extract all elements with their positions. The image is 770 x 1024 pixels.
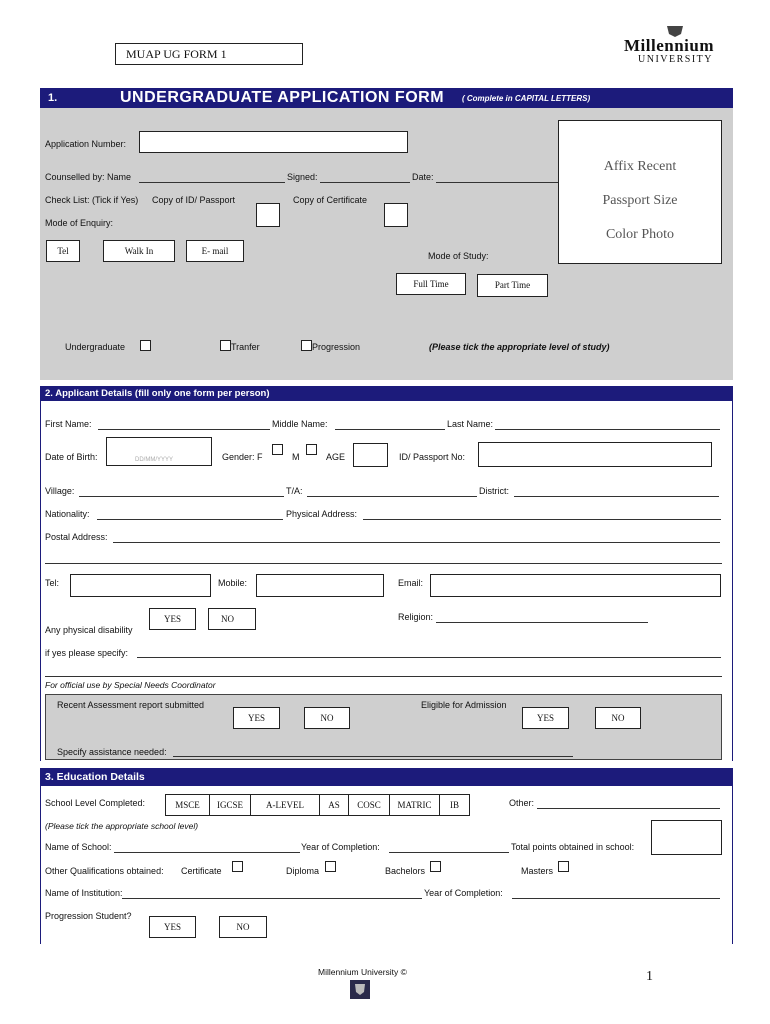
page-number: 1 bbox=[646, 969, 653, 984]
application-number-label: Application Number: bbox=[45, 139, 127, 149]
postal-address-line-2[interactable] bbox=[45, 563, 722, 564]
form-code-box bbox=[115, 43, 303, 65]
tel-label: Tel: bbox=[45, 578, 60, 588]
institution-label: Name of Institution: bbox=[45, 888, 123, 898]
postal-address-label: Postal Address: bbox=[45, 532, 108, 542]
enquiry-email-button[interactable]: E- mail bbox=[186, 240, 244, 262]
university-logo bbox=[618, 24, 728, 66]
qual-certificate-label: Certificate bbox=[181, 866, 222, 876]
section1-subtitle: ( Complete in CAPITAL LETTERS) bbox=[462, 94, 591, 103]
nationality-line[interactable] bbox=[97, 519, 283, 520]
email-label: Email: bbox=[398, 578, 424, 588]
gender-m-checkbox[interactable] bbox=[306, 444, 317, 455]
photo-line-3: Color Photo bbox=[605, 227, 675, 242]
gender-m-label: M bbox=[292, 452, 300, 462]
gender-f-checkbox[interactable] bbox=[272, 444, 283, 455]
special-needs-panel bbox=[45, 694, 722, 760]
level-progression-checkbox[interactable] bbox=[301, 340, 312, 351]
district-line[interactable] bbox=[514, 496, 719, 497]
level-undergraduate-label: Undergraduate bbox=[65, 342, 126, 352]
age-label: AGE bbox=[326, 452, 346, 462]
copy-id-checkbox[interactable] bbox=[256, 203, 280, 227]
section2-header bbox=[40, 386, 733, 401]
other-line[interactable] bbox=[537, 808, 720, 809]
disability-label: Any physical disability bbox=[45, 625, 133, 635]
level-transfer-checkbox[interactable] bbox=[220, 340, 231, 351]
disability-yes-button[interactable]: YES bbox=[149, 608, 196, 630]
eligible-label: Eligible for Admission bbox=[421, 700, 507, 710]
school-name-line[interactable] bbox=[114, 852, 300, 853]
level-matric[interactable]: MATRIC bbox=[389, 794, 440, 816]
logo-main: Millennium bbox=[624, 36, 715, 55]
enquiry-walkin-button[interactable]: Walk In bbox=[103, 240, 175, 262]
assessment-label: Recent Assessment report submitted bbox=[57, 700, 205, 710]
counselled-by-label: Counselled by: Name bbox=[45, 172, 132, 182]
village-line[interactable] bbox=[79, 496, 284, 497]
level-alevel[interactable]: A-LEVEL bbox=[250, 794, 320, 816]
section1-header bbox=[40, 88, 733, 108]
mobile-input[interactable] bbox=[256, 574, 384, 597]
last-name-line[interactable] bbox=[495, 429, 720, 430]
year-completion-line[interactable] bbox=[389, 852, 509, 853]
dob-label: Date of Birth: bbox=[45, 452, 98, 462]
school-level-label: School Level Completed: bbox=[45, 798, 146, 808]
year-completion-label: Year of Completion: bbox=[301, 842, 380, 852]
disability-no-button[interactable]: NO bbox=[208, 608, 256, 630]
assessment-no-button[interactable]: NO bbox=[304, 707, 350, 729]
progression-no-button[interactable]: NO bbox=[219, 916, 267, 938]
id-passport-input[interactable] bbox=[478, 442, 712, 467]
religion-label: Religion: bbox=[398, 612, 434, 622]
date-line[interactable] bbox=[436, 182, 558, 183]
progression-label: Progression Student? bbox=[45, 911, 132, 921]
official-use-label: For official use by Special Needs Coordinator bbox=[45, 680, 216, 690]
copy-id-label: Copy of ID/ Passport bbox=[152, 195, 236, 205]
qual-masters-label: Masters bbox=[521, 866, 554, 876]
village-label: Village: bbox=[45, 486, 75, 496]
level-igcse[interactable]: IGCSE bbox=[209, 794, 251, 816]
dob-input[interactable] bbox=[106, 437, 212, 466]
signed-line[interactable] bbox=[320, 182, 410, 183]
first-name-label: First Name: bbox=[45, 419, 92, 429]
footer-copyright: Millennium University © bbox=[318, 967, 407, 977]
eligible-no-button[interactable]: NO bbox=[595, 707, 641, 729]
other-quals-label: Other Qualifications obtained: bbox=[45, 866, 164, 876]
copy-cert-label: Copy of Certificate bbox=[293, 195, 368, 205]
signed-label: Signed: bbox=[287, 172, 318, 182]
tick-note: (Please tick the appropriate school level) bbox=[45, 821, 199, 831]
mode-enquiry-label: Mode of Enquiry: bbox=[45, 218, 114, 228]
part-time-button[interactable]: Part Time bbox=[477, 274, 548, 297]
full-time-button[interactable]: Full Time bbox=[396, 273, 466, 295]
qual-certificate-checkbox[interactable] bbox=[232, 861, 243, 872]
assistance-label: Specify assistance needed: bbox=[57, 747, 167, 757]
specify-label: if yes please specify: bbox=[45, 648, 129, 658]
level-undergraduate-checkbox[interactable] bbox=[140, 340, 151, 351]
district-label: District: bbox=[479, 486, 509, 496]
level-progression-label: Progression bbox=[312, 342, 361, 352]
application-number-input[interactable] bbox=[139, 131, 408, 153]
section1-panel bbox=[40, 108, 733, 380]
physical-address-label: Physical Address: bbox=[286, 509, 358, 519]
dob-placeholder: DD/MM/YYYY bbox=[135, 457, 174, 463]
gender-label: Gender: F bbox=[222, 452, 263, 462]
level-ib[interactable]: IB bbox=[439, 794, 470, 816]
qual-masters-checkbox[interactable] bbox=[558, 861, 569, 872]
total-points-label: Total points obtained in school: bbox=[511, 842, 635, 852]
photo-line-2: Passport Size bbox=[602, 193, 678, 208]
year-completion2-label: Year of Completion: bbox=[424, 888, 503, 898]
section3-header bbox=[40, 768, 733, 786]
level-msce[interactable]: MSCE bbox=[165, 794, 210, 816]
logo-sub: UNIVERSITY bbox=[638, 54, 713, 65]
middle-name-line[interactable] bbox=[335, 429, 445, 430]
section1-number: 1. bbox=[48, 92, 58, 104]
copy-cert-checkbox[interactable] bbox=[384, 203, 408, 227]
first-name-line[interactable] bbox=[98, 429, 270, 430]
assessment-yes-button[interactable]: YES bbox=[233, 707, 280, 729]
total-points-input[interactable] bbox=[651, 820, 722, 855]
specify-line[interactable] bbox=[137, 657, 721, 658]
other-label: Other: bbox=[509, 798, 535, 808]
counselled-by-line[interactable] bbox=[139, 182, 285, 183]
enquiry-tel-button[interactable]: Tel bbox=[46, 240, 80, 262]
institution-line[interactable] bbox=[122, 898, 422, 899]
eligible-yes-button[interactable]: YES bbox=[522, 707, 569, 729]
age-input[interactable] bbox=[353, 443, 388, 467]
section1-title: UNDERGRADUATE APPLICATION FORM bbox=[120, 89, 445, 106]
date-label: Date: bbox=[412, 172, 434, 182]
form-code: MUAP UG FORM 1 bbox=[126, 47, 227, 61]
photo-line-1: Affix Recent bbox=[603, 159, 677, 174]
progression-yes-button[interactable]: YES bbox=[149, 916, 196, 938]
level-transfer-label: Tranfer bbox=[231, 342, 260, 352]
middle-name-label: Middle Name: bbox=[272, 419, 328, 429]
tel-input[interactable] bbox=[70, 574, 211, 597]
religion-line[interactable] bbox=[436, 622, 648, 623]
section3-title: 3. Education Details bbox=[45, 771, 145, 783]
mode-study-label: Mode of Study: bbox=[428, 251, 489, 261]
postal-address-line[interactable] bbox=[113, 542, 720, 543]
level-cosc[interactable]: COSC bbox=[348, 794, 390, 816]
email-input[interactable] bbox=[430, 574, 721, 597]
qual-bachelors-checkbox[interactable] bbox=[430, 861, 441, 872]
qual-diploma-checkbox[interactable] bbox=[325, 861, 336, 872]
photo-box[interactable] bbox=[558, 120, 722, 264]
level-note: (Please tick the appropriate level of study) bbox=[429, 342, 610, 352]
id-passport-label: ID/ Passport No: bbox=[399, 452, 466, 462]
mobile-label: Mobile: bbox=[218, 578, 248, 588]
last-name-label: Last Name: bbox=[447, 419, 494, 429]
assistance-line[interactable] bbox=[173, 756, 573, 757]
specify-line-2[interactable] bbox=[45, 676, 722, 677]
section2-title: 2. Applicant Details (fill only one form per person) bbox=[45, 388, 270, 399]
qual-bachelors-label: Bachelors bbox=[385, 866, 426, 876]
ta-line[interactable] bbox=[307, 496, 477, 497]
checklist-label: Check List: (Tick if Yes) bbox=[45, 195, 139, 205]
school-level-options bbox=[165, 794, 470, 816]
year-completion2-line[interactable] bbox=[512, 898, 720, 899]
level-as[interactable]: AS bbox=[319, 794, 349, 816]
school-name-label: Name of School: bbox=[45, 842, 112, 852]
nationality-label: Nationality: bbox=[45, 509, 90, 519]
physical-address-line[interactable] bbox=[363, 519, 721, 520]
footer-logo-icon bbox=[350, 980, 370, 999]
ta-label: T/A: bbox=[286, 486, 303, 496]
qual-diploma-label: Diploma bbox=[286, 866, 320, 876]
